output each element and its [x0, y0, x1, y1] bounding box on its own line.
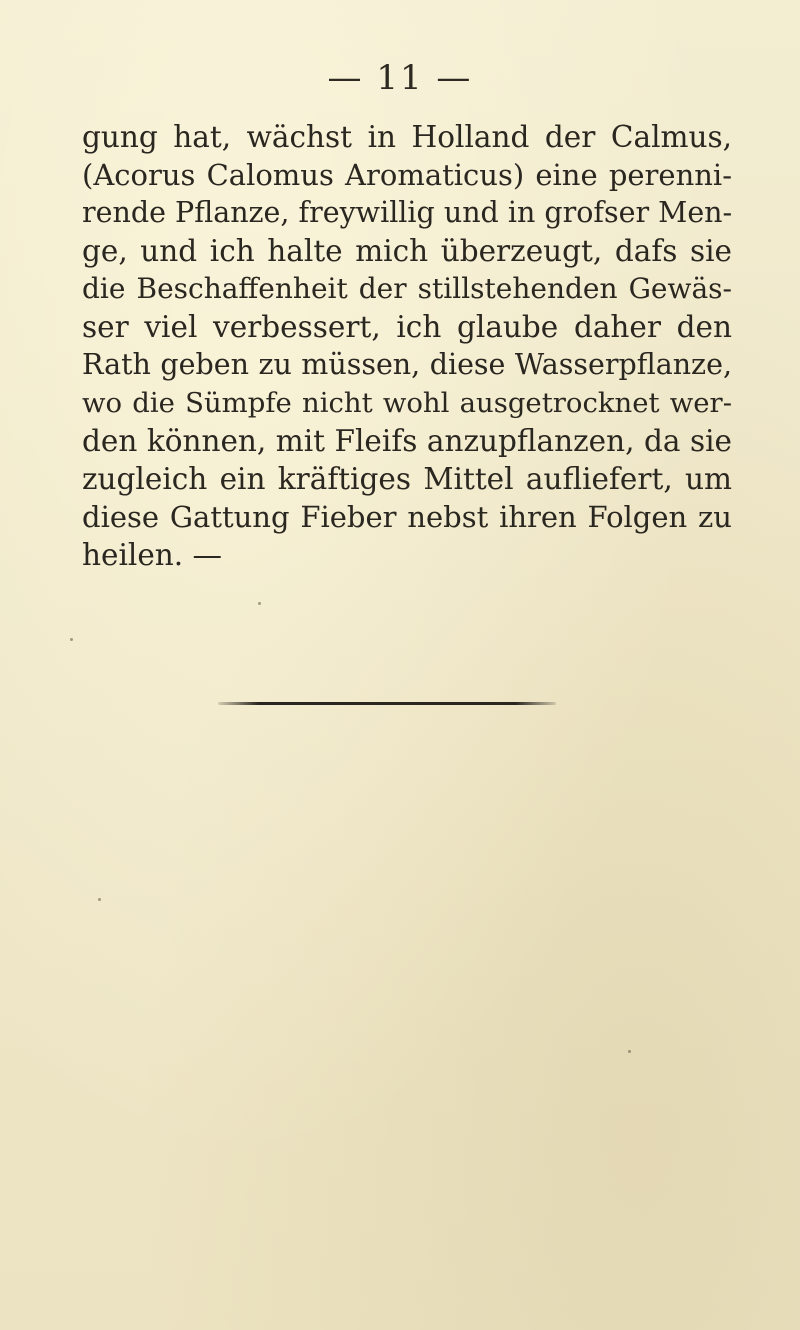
paper-speck — [70, 638, 73, 641]
paper-speck — [258, 602, 261, 605]
section-divider-rule — [218, 702, 556, 705]
text-line-last: heilen. — — [82, 538, 223, 572]
text-line: rende Pflanze, freywillig und in grofser Men- — [82, 196, 733, 229]
paper-speck — [628, 1050, 631, 1053]
text-line: wo die Sümpfe nicht wohl ausgetrocknet wer- — [82, 387, 732, 419]
text-line: diese Gattung Fieber nebst ihren Folgen zu — [82, 500, 732, 534]
page-number: — 11 — — [327, 58, 473, 98]
text-line: gung hat, wächst in Holland der Calmus, — [82, 120, 732, 154]
text-line: Rath geben zu müssen, diese Wasserpflanze, — [82, 348, 732, 381]
text-line: den können, mit Fleifs anzupflanzen, da sie — [82, 424, 732, 458]
text-line: zugleich ein kräftiges Mittel aufliefert, um — [82, 462, 732, 496]
body-text — [82, 118, 732, 574]
text-line: die Beschaffenheit der stillstehenden Gewäs- — [82, 272, 732, 305]
paper-speck — [98, 898, 101, 901]
text-line: ge, und ich halte mich überzeugt, dafs sie — [82, 234, 732, 268]
text-line: ser viel verbessert, ich glaube daher den — [82, 310, 732, 344]
text-line: (Acorus Calomus Aromaticus) eine perenni- — [82, 158, 732, 192]
